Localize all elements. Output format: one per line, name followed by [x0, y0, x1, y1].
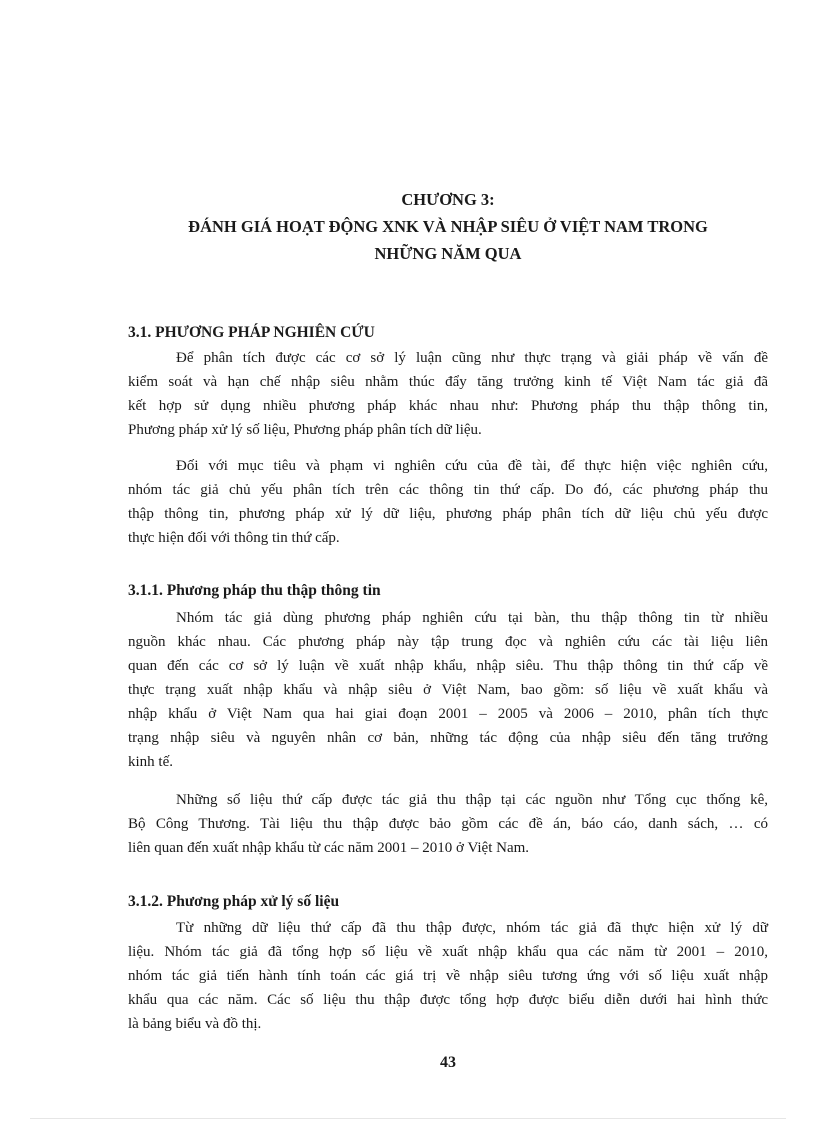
paragraph-3-1-a — [128, 346, 768, 442]
paragraph-3-1-2-a — [128, 916, 768, 1036]
text-line: khẩu qua các năm. Các số liệu thu thập được tổng hợp được biểu diễn dưới hai hình thức — [128, 992, 768, 1008]
paragraph-3-1-1-a — [128, 606, 768, 774]
text-line: thực trạng xuất nhập khẩu và nhập siêu ở Việt Nam, bao gồm: số liệu về xuất khẩu và — [128, 682, 768, 698]
text-line: nhập khẩu ở Việt Nam qua hai giai đoạn 2001 – 2005 và 2006 – 2010, phân tích thực — [128, 706, 768, 722]
text-line: liên quan đến xuất nhập khẩu từ các năm 2001 – 2010 ở Việt Nam. — [128, 840, 530, 856]
text-line: kinh tế. — [128, 754, 173, 770]
text-line: Đối với mục tiêu và phạm vi nghiên cứu của đề tài, để thực hiện việc nghiên cứu, — [176, 458, 768, 474]
page-bottom-divider — [30, 1118, 786, 1119]
text-line: liệu. Nhóm tác giả đã tổng hợp số liệu về xuất nhập khẩu qua các năm từ 2001 – 2010, — [128, 944, 768, 960]
text-line: nhóm tác giả tiến hành tính toán các giá trị về nhập siêu tương ứng với số liệu xuất nhập — [128, 968, 768, 984]
text-line: Từ những dữ liệu thứ cấp đã thu thập được, nhóm tác giả đã thực hiện xử lý dữ — [176, 920, 768, 936]
text-line: nhóm tác giả chủ yếu phân tích trên các thông tin thứ cấp. Do đó, các phương pháp thu — [128, 482, 768, 498]
text-line: thập thông tin, phương pháp xử lý dữ liệu, phương pháp phân tích dữ liệu chủ yếu được — [128, 506, 768, 522]
text-line: Để phân tích được các cơ sở lý luận cũng như thực trạng và giải pháp về vấn đề — [176, 350, 768, 366]
section-heading-3-1-1: 3.1.1. Phương pháp thu thập thông tin — [128, 582, 381, 599]
text-line: Những số liệu thứ cấp được tác giả thu thập tại các nguồn như Tổng cục thống kê, — [176, 792, 768, 808]
text-line: quan đến các cơ sở lý luận về xuất nhập khẩu, nhập siêu. Thu thập thông tin thứ cấp về — [128, 658, 768, 674]
text-line: trạng nhập siêu và nguyên nhân cơ bản, những tác động của nhập siêu đến tăng trưởng — [128, 730, 768, 746]
text-line: Nhóm tác giả dùng phương pháp nghiên cứu tại bàn, thu thập thông tin từ nhiều — [176, 610, 768, 626]
text-line: Bộ Công Thương. Tài liệu thu thập được bảo gồm các đề án, báo cáo, danh sách, … có — [128, 816, 768, 832]
section-heading-3-1: 3.1. PHƯƠNG PHÁP NGHIÊN CỨU — [128, 324, 375, 341]
text-line: Phương pháp xử lý số liệu, Phương pháp phân tích dữ liệu. — [128, 422, 482, 438]
text-line: nguồn khác nhau. Các phương pháp này tập trung đọc và nghiên cứu các tài liệu liên — [128, 634, 768, 650]
chapter-title — [128, 186, 768, 267]
chapter-title-line-2: NHỮNG NĂM QUA — [374, 244, 522, 263]
text-line: là bảng biểu và đồ thị. — [128, 1016, 262, 1032]
chapter-title-line-1: ĐÁNH GIÁ HOẠT ĐỘNG XNK VÀ NHẬP SIÊU Ở VIỆT NAM TRONG — [188, 217, 708, 236]
text-line: kết hợp sử dụng nhiều phương pháp khác nhau như: Phương pháp thu thập thông tin, — [128, 398, 768, 414]
page-number: 43 — [440, 1054, 456, 1071]
text-line: thực hiện đối với thông tin thứ cấp. — [128, 530, 340, 546]
paragraph-3-1-b — [128, 454, 768, 550]
paragraph-3-1-1-b — [128, 788, 768, 860]
section-heading-3-1-2: 3.1.2. Phương pháp xử lý số liệu — [128, 893, 340, 910]
text-line: kiểm soát và hạn chế nhập siêu nhằm thúc đẩy tăng trưởng kinh tế Việt Nam tác giả đã — [128, 374, 768, 390]
chapter-number: CHƯƠNG 3: — [401, 190, 495, 209]
